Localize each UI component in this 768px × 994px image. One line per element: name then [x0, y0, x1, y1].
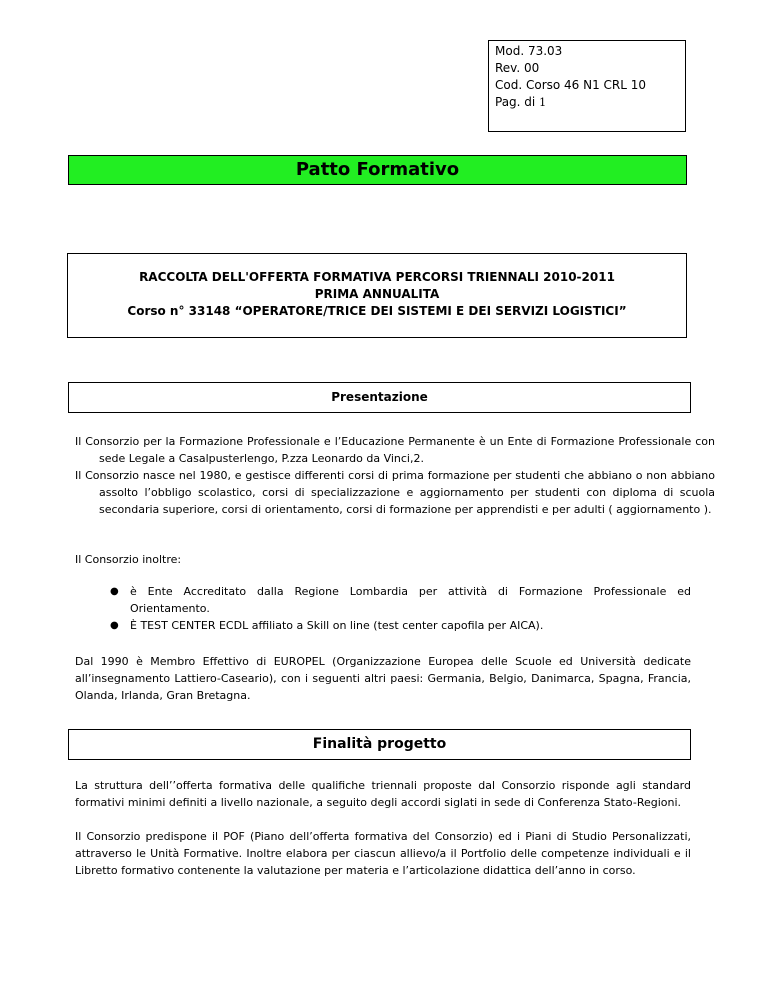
course-info-line-2: PRIMA ANNUALITA [314, 287, 440, 301]
section-heading-box-presentazione [68, 382, 691, 413]
paragraph-consorzio-intro: Il Consorzio per la Formazione Professionale e l’Educazione Permanente è un Ente di Formazione Professionale con sede Legale a Casalpusterlengo, P.zza Leonardo da Vinci,2. [75, 435, 715, 465]
paragraph-consorzio-history: Il Consorzio nasce nel 1980, e gestisce differenti corsi di prima formazione per studenti che abbiano o non abbiano assolto l’obbligo scolastico, corsi di specializzazione e aggiornamento per studenti con diploma di scuola secondaria superiore, corsi di orientamento, corsi di formazione per apprendisti e per adulti ( aggiornamento ). [75, 469, 715, 516]
list-item [108, 617, 691, 634]
page-total: 1 [539, 96, 547, 109]
paragraph-pof: Il Consorzio predispone il POF (Piano dell’offerta formativa del Consorzio) ed i Piani di Studio Personalizzati, attraverso le Unità Formative. Inoltre elabora per ciascun allievo/a il Portfolio delle competenze individuali e il Libretto formativo contenente la valutazione per materia e l’articolazione didattica dell’anno in corso. [75, 830, 691, 877]
section-heading-presentazione: Presentazione [331, 390, 428, 404]
page-number [495, 94, 679, 111]
bullet-icon: ● [110, 586, 119, 597]
page-prefix: Pag. di [495, 95, 540, 109]
list-item-text: È TEST CENTER ECDL affiliato a Skill on line (test center capofila per AICA). [130, 619, 544, 632]
bullet-list [108, 583, 691, 634]
course-info-line-1: RACCOLTA DELL'OFFERTA FORMATIVA PERCORSI TRIENNALI 2010-2011 [139, 270, 615, 284]
bullet-icon: ● [110, 620, 119, 631]
list-item [108, 583, 691, 617]
revision: Rev. 00 [495, 61, 540, 75]
paragraph-inoltre: Il Consorzio inoltre: [75, 553, 182, 566]
document-title: Patto Formativo [295, 159, 460, 180]
module-number: Mod. 73.03 [495, 44, 563, 58]
paragraph-europel: Dal 1990 è Membro Effettivo di EUROPEL (Organizzazione Europea delle Scuole ed Università dedicate all’insegnamento Lattiero-Caseario), con i seguenti altri paesi: Germania, Belgio, Danimarca, Spagna, Francia, Olanda, Irlanda, Gran Bretagna. [75, 655, 691, 702]
section-heading-finalita: Finalità progetto [312, 736, 447, 752]
section-heading-box-finalita [68, 729, 691, 760]
document-code-box [488, 40, 686, 132]
course-info-line-3: Corso n° 33148 “OPERATORE/TRICE DEI SISTEMI E DEI SERVIZI LOGISTICI” [127, 304, 627, 318]
paragraph-struttura-offerta: La struttura dell’’offerta formativa delle qualifiche triennali proposte dal Consorzio risponde agli standard formativi minimi definiti a livello nazionale, a seguito degli accordi siglati in sede di Conferenza Stato-Regioni. [75, 779, 691, 809]
document-title-box [68, 155, 687, 185]
course-code: Cod. Corso 46 N1 CRL 10 [495, 78, 647, 92]
list-item-text: è Ente Accreditato dalla Regione Lombardia per attività di Formazione Professionale ed Orientamento. [130, 585, 691, 615]
course-info-box [67, 253, 687, 338]
